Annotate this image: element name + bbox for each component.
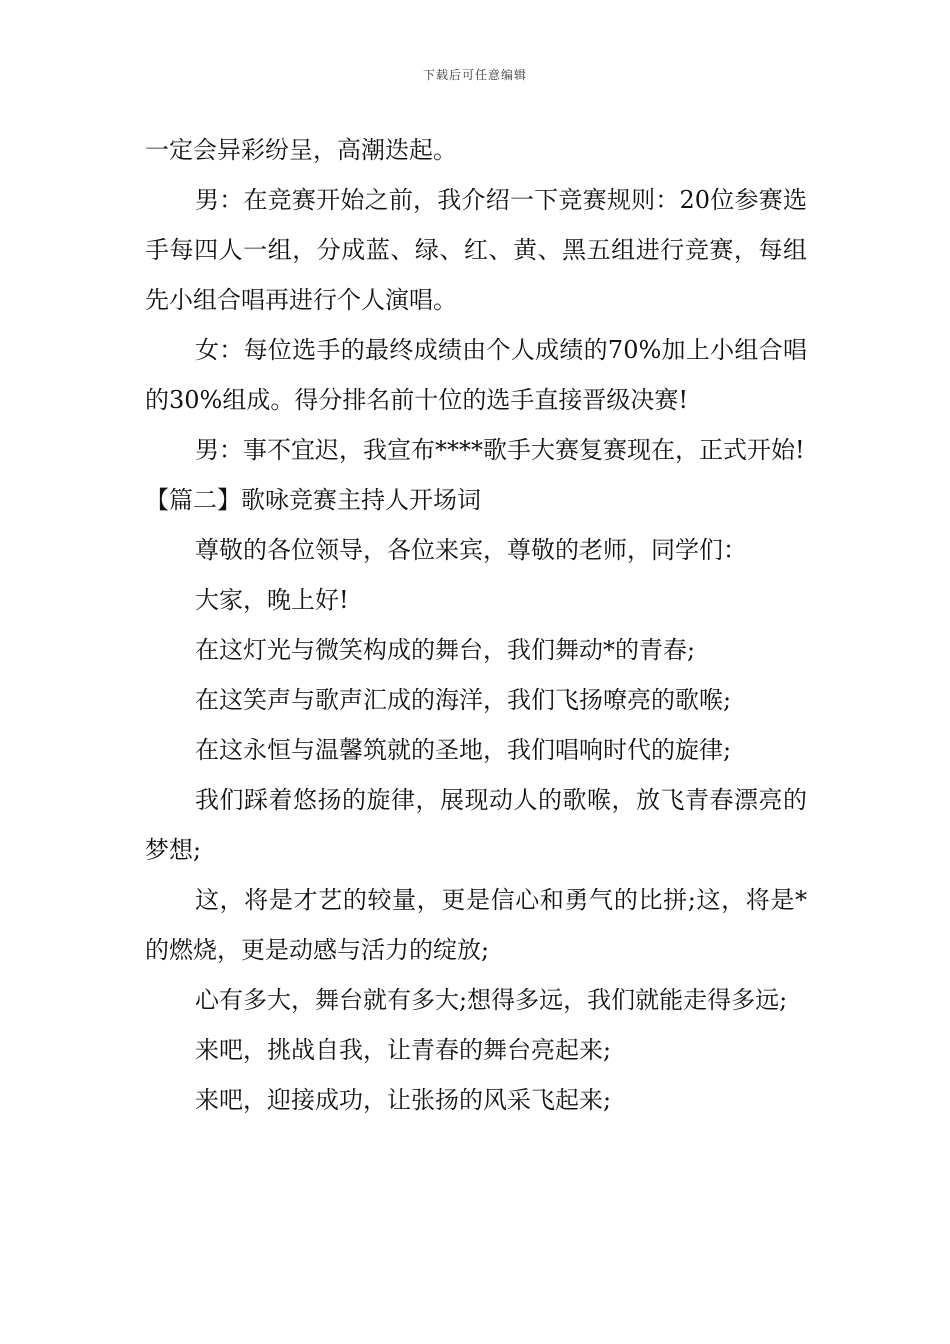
paragraph: 我们踩着悠扬的旋律，展现动人的歌喉，放飞青春漂亮的梦想; (145, 786, 807, 864)
paragraph: 在这永恒与温馨筑就的圣地，我们唱响时代的旋律; (195, 736, 732, 764)
document-body (145, 125, 807, 1125)
page-header: 下载后可任意编辑 (422, 68, 527, 82)
section-heading: 【篇二】歌咏竞赛主持人开场词 (145, 486, 481, 514)
paragraph: 心有多大，舞台就有多大;想得多远，我们就能走得多远; (195, 986, 788, 1014)
paragraph: 尊敬的各位领导，各位来宾，尊敬的老师，同学们： (195, 536, 747, 564)
paragraph: 来吧，迎接成功，让张扬的风采飞起来; (195, 1086, 612, 1114)
paragraph: 一定会异彩纷呈，高潮迭起。 (145, 136, 457, 164)
paragraph: 这，将是才艺的较量，更是信心和勇气的比拼;这，将是*的燃烧，更是动感与活力的绽放; (145, 886, 807, 964)
paragraph: 来吧，挑战自我，让青春的舞台亮起来; (195, 1036, 612, 1064)
paragraph: 女：每位选手的最终成绩由个人成绩的70%加上小组合唱的30%组成。得分排名前十位的选手直接晋级决赛! (145, 336, 807, 414)
paragraph: 男：事不宜迟，我宣布****歌手大赛复赛现在，正式开始! (195, 436, 805, 464)
paragraph: 大家，晚上好! (195, 586, 349, 614)
paragraph: 男：在竞赛开始之前，我介绍一下竞赛规则：20位参赛选手每四人一组，分成蓝、绿、红、黄、黑五组进行竞赛，每组先小组合唱再进行个人演唱。 (145, 186, 807, 314)
paragraph: 在这灯光与微笑构成的舞台，我们舞动*的青春; (195, 636, 696, 664)
paragraph: 在这笑声与歌声汇成的海洋，我们飞扬嘹亮的歌喉; (195, 686, 732, 714)
